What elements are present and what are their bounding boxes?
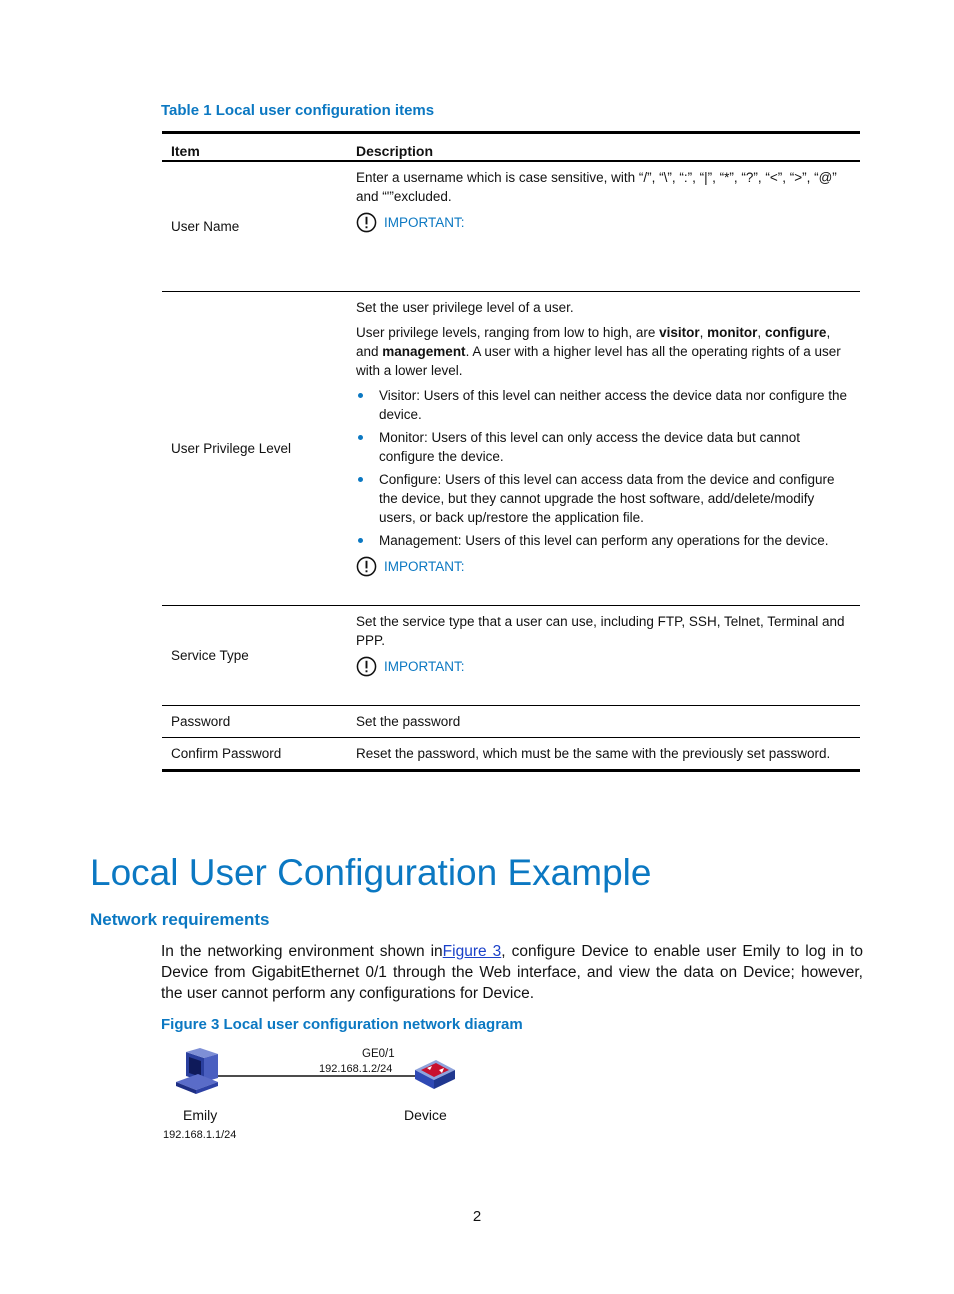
table-header-row: [162, 133, 860, 162]
para-prefix: In the networking environment shown in: [161, 943, 443, 960]
figure-caption: Figure 3 Local user configuration network diagram: [161, 1016, 523, 1033]
important-label: IMPORTANT:: [384, 215, 465, 230]
table-row-password: [162, 706, 860, 738]
router-icon: [415, 1060, 455, 1089]
body-paragraph: [161, 941, 863, 1004]
important-label: IMPORTANT:: [384, 659, 465, 674]
header-item: Item: [171, 143, 200, 159]
page-number: 2: [472, 1208, 482, 1225]
item-user-name: User Name: [171, 219, 240, 234]
list-item: Management: Users of this level can perform any operations for the device.: [356, 531, 851, 550]
table-row-confirm-password: [162, 738, 860, 771]
privilege-text-1: Set the user privilege level of a user.: [356, 300, 574, 315]
pc-icon: [176, 1048, 218, 1094]
important-label: IMPORTANT:: [384, 559, 465, 574]
desc-privilege: [347, 292, 860, 606]
network-diagram: [160, 1042, 480, 1147]
para-suffix: , configure Device to enable user Emily to log in to Device from GigabitEthernet 0/1 through the Web interface, and view the data on Device; however, the user cannot perform any configurations for Device.: [161, 943, 863, 1002]
header-description: Description: [356, 143, 434, 159]
item-password: Password: [171, 714, 231, 729]
table-row-user-name: [162, 161, 860, 292]
list-item: Configure: Users of this level can access data from the device and configure the device, but they cannot upgrade the host software, add/delete/modify users, or back up/restore the application file.: [356, 470, 851, 527]
list-item: Monitor: Users of this level can only access the device data but cannot configure the device.: [356, 428, 851, 466]
config-items-table: [162, 131, 860, 772]
desc-service-type: [347, 606, 860, 706]
warning-icon: [356, 556, 377, 577]
privilege-text-2: User privilege levels, ranging from low to high, are visitor, monitor, configure, and management. A user with a higher level has all the operating rights of a user with a lower level.: [356, 325, 841, 378]
port-label: GE0/1: [362, 1048, 395, 1060]
service-type-text: Set the service type that a user can use, including FTP, SSH, Telnet, Terminal and PPP.: [356, 614, 845, 648]
warning-icon: [356, 656, 377, 677]
item-service-type: Service Type: [171, 648, 249, 663]
list-item: Visitor: Users of this level can neither access the device data nor configure the device.: [356, 386, 851, 424]
desc-user-name: [347, 161, 860, 292]
important-note: [356, 212, 851, 233]
user-name-text: Enter a username which is case sensitive, with “/”, “\”, “:”, “|”, “*”, “?”, “<”, “>”, “@” and “'”excluded.: [356, 170, 837, 204]
pc-label: Emily: [183, 1107, 218, 1123]
figure-3-link[interactable]: Figure 3: [442, 943, 502, 960]
important-note: [356, 556, 851, 577]
item-confirm-password: Confirm Password: [171, 746, 282, 761]
table-row-service-type: [162, 606, 860, 706]
section-subtitle: Network requirements: [90, 910, 270, 929]
network-diagram-graphic: [160, 1042, 480, 1147]
important-note: [356, 656, 851, 677]
desc-confirm-password: Reset the password, which must be the same with the previously set password.: [356, 746, 831, 761]
item-privilege: User Privilege Level: [171, 441, 292, 456]
table-caption: Table 1 Local user configuration items: [161, 102, 435, 119]
device-ip-label: 192.168.1.2/24: [319, 1063, 393, 1075]
section-title: Local User Configuration Example: [90, 852, 652, 893]
warning-icon: [356, 212, 377, 233]
desc-password: Set the password: [356, 714, 461, 729]
device-label: Device: [404, 1107, 447, 1123]
pc-ip-label: 192.168.1.1/24: [163, 1129, 237, 1141]
table-row-privilege: [162, 292, 860, 606]
